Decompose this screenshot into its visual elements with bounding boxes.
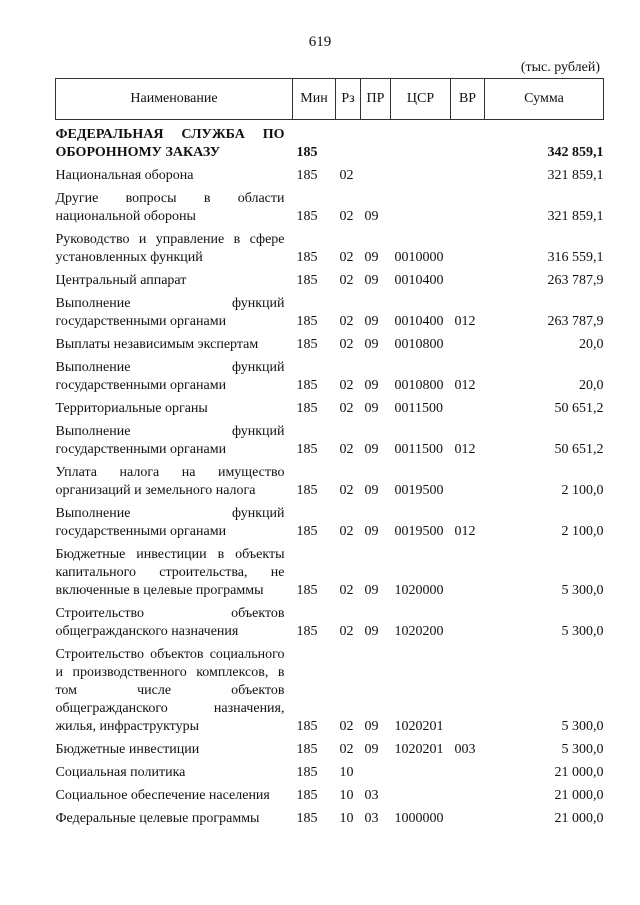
- cell-pr: 09: [364, 483, 379, 498]
- cell-name: Строительство объектов общегражданского назначения: [55, 606, 285, 639]
- cell-sum: 20,0: [579, 378, 604, 393]
- cell-csr: 0011500: [394, 442, 443, 457]
- cell-vr: [451, 164, 485, 187]
- header-pr: ПР: [361, 79, 391, 120]
- cell-min: 185: [296, 719, 318, 734]
- cell-name: Центральный аппарат: [55, 273, 187, 288]
- table-row: [56, 502, 604, 543]
- table-row: [56, 333, 604, 356]
- cell-rz: 02: [339, 314, 354, 329]
- cell-name: Социальная политика: [55, 765, 186, 780]
- cell-rz: 10: [339, 765, 354, 780]
- cell-pr: 09: [364, 583, 379, 598]
- cell-pr: 09: [364, 250, 379, 265]
- cell-min: 185: [296, 378, 318, 393]
- table-row: [56, 292, 604, 333]
- cell-vr: 012: [454, 524, 476, 539]
- cell-rz: 02: [339, 168, 354, 183]
- cell-name: Выплаты независимым экспертам: [55, 337, 259, 352]
- cell-min: 185: [296, 624, 318, 639]
- cell-vr: 003: [454, 742, 476, 757]
- cell-csr: [391, 784, 451, 807]
- cell-rz: 02: [339, 624, 354, 639]
- cell-csr: 1020201: [394, 719, 444, 734]
- cell-name: Руководство и управление в сфере установленных функций: [55, 232, 285, 265]
- cell-csr: 0010400: [394, 314, 444, 329]
- cell-name: Социальное обеспечение населения: [55, 788, 270, 803]
- cell-vr: [451, 761, 485, 784]
- cell-pr: 09: [364, 337, 379, 352]
- cell-csr: 0019500: [394, 483, 444, 498]
- cell-csr: 1000000: [394, 811, 444, 826]
- cell-pr: 09: [364, 624, 379, 639]
- cell-min: 185: [296, 337, 318, 352]
- cell-sum: 50 651,2: [554, 401, 604, 416]
- cell-min: 185: [296, 442, 318, 457]
- cell-min: 185: [296, 209, 318, 224]
- cell-pr: 09: [364, 401, 379, 416]
- cell-rz: 02: [339, 250, 354, 265]
- table-row: [56, 807, 604, 830]
- cell-sum: 20,0: [579, 337, 604, 352]
- table-header: [56, 79, 604, 120]
- cell-pr: 09: [364, 719, 379, 734]
- header-sum: Сумма: [485, 79, 604, 120]
- cell-vr: [451, 269, 485, 292]
- cell-name: Выполнение функций государственными органами: [55, 506, 285, 539]
- budget-table: [55, 78, 604, 830]
- cell-sum: 50 651,2: [554, 442, 604, 457]
- cell-name: Бюджетные инвестиции в объекты капитального строительства, не включенные в целевые программы: [55, 547, 285, 598]
- cell-min: 185: [296, 742, 318, 757]
- cell-vr: [451, 543, 485, 602]
- cell-csr: 0010800: [394, 337, 444, 352]
- cell-rz: 02: [339, 583, 354, 598]
- cell-rz: 02: [339, 337, 354, 352]
- table-row: [56, 120, 604, 165]
- table-body: [56, 120, 604, 831]
- cell-min: 185: [296, 401, 318, 416]
- cell-vr: [451, 187, 485, 228]
- cell-csr: 0010400: [394, 273, 444, 288]
- cell-name: Федеральные целевые программы: [55, 811, 260, 826]
- cell-name: Выполнение функций государственными органами: [55, 360, 285, 393]
- cell-name: Бюджетные инвестиции: [55, 742, 200, 757]
- table-row: [56, 543, 604, 602]
- cell-csr: [391, 761, 451, 784]
- cell-rz: 02: [339, 483, 354, 498]
- table-row: [56, 643, 604, 738]
- cell-name: Территориальные органы: [55, 401, 208, 416]
- cell-vr: [451, 333, 485, 356]
- page-number: 619: [308, 34, 332, 50]
- cell-csr: 0010000: [394, 250, 444, 265]
- units-label: (тыс. рублей): [520, 60, 600, 75]
- cell-sum: 21 000,0: [554, 811, 604, 826]
- cell-vr: [451, 643, 485, 738]
- cell-pr: [361, 761, 391, 784]
- cell-sum: 2 100,0: [561, 483, 604, 498]
- cell-sum: 21 000,0: [554, 765, 604, 780]
- cell-sum: 263 787,9: [547, 314, 604, 329]
- cell-name: Национальная оборона: [55, 168, 194, 183]
- cell-min: 185: [296, 583, 318, 598]
- table-row: [56, 784, 604, 807]
- cell-name: ФЕДЕРАЛЬНАЯ СЛУЖБА ПО ОБОРОННОМУ ЗАКАЗУ: [55, 127, 285, 160]
- cell-sum: 5 300,0: [561, 624, 604, 639]
- cell-pr: [361, 120, 391, 165]
- table-row: [56, 269, 604, 292]
- header-vr: ВР: [451, 79, 485, 120]
- cell-csr: 0011500: [394, 401, 443, 416]
- cell-min: 185: [296, 273, 318, 288]
- cell-sum: 321 859,1: [547, 168, 604, 183]
- cell-csr: [391, 120, 451, 165]
- cell-sum: 2 100,0: [561, 524, 604, 539]
- table-row: [56, 397, 604, 420]
- cell-sum: 342 859,1: [547, 145, 604, 160]
- cell-pr: 09: [364, 273, 379, 288]
- cell-sum: 321 859,1: [547, 209, 604, 224]
- cell-min: 185: [296, 145, 318, 160]
- cell-rz: 02: [339, 524, 354, 539]
- cell-sum: 263 787,9: [547, 273, 604, 288]
- cell-rz: [336, 120, 361, 165]
- table-row: [56, 738, 604, 761]
- cell-pr: 09: [364, 524, 379, 539]
- cell-vr: [451, 120, 485, 165]
- header-min: Мин: [293, 79, 336, 120]
- cell-pr: 09: [364, 442, 379, 457]
- cell-min: 185: [296, 314, 318, 329]
- cell-rz: 02: [339, 273, 354, 288]
- cell-pr: [361, 164, 391, 187]
- cell-name: Другие вопросы в области национальной обороны: [55, 191, 285, 224]
- cell-pr: 09: [364, 378, 379, 393]
- cell-pr: 09: [364, 742, 379, 757]
- cell-min: 185: [296, 765, 318, 780]
- cell-csr: 1020200: [394, 624, 444, 639]
- cell-name: Уплата налога на имущество организаций и земельного налога: [55, 465, 285, 498]
- cell-csr: [391, 164, 451, 187]
- cell-vr: [451, 397, 485, 420]
- cell-sum: 5 300,0: [561, 742, 604, 757]
- cell-min: 185: [296, 524, 318, 539]
- cell-vr: [451, 228, 485, 269]
- cell-name: Выполнение функций государственными органами: [55, 424, 285, 457]
- cell-rz: 02: [339, 442, 354, 457]
- cell-rz: 02: [339, 742, 354, 757]
- cell-rz: 02: [339, 209, 354, 224]
- table-row: [56, 602, 604, 643]
- cell-pr: 09: [364, 314, 379, 329]
- cell-rz: 02: [339, 378, 354, 393]
- table-row: [56, 228, 604, 269]
- cell-csr: 1020000: [394, 583, 444, 598]
- cell-sum: 316 559,1: [547, 250, 604, 265]
- cell-vr: [451, 807, 485, 830]
- cell-pr: 03: [364, 811, 379, 826]
- table-row: [56, 461, 604, 502]
- cell-csr: 1020201: [394, 742, 444, 757]
- cell-name: Строительство объектов социального и производственного комплексов, в том числе объектов общегражданского назначения, жилья, инфраструктуры: [55, 647, 285, 734]
- cell-rz: 10: [339, 811, 354, 826]
- table-row: [56, 187, 604, 228]
- cell-csr: 0019500: [394, 524, 444, 539]
- table-row: [56, 356, 604, 397]
- cell-csr: [391, 187, 451, 228]
- cell-csr: 0010800: [394, 378, 444, 393]
- cell-min: 185: [296, 811, 318, 826]
- cell-sum: 5 300,0: [561, 719, 604, 734]
- cell-vr: 012: [454, 442, 476, 457]
- cell-vr: [451, 461, 485, 502]
- cell-min: 185: [296, 250, 318, 265]
- cell-vr: [451, 784, 485, 807]
- cell-rz: 02: [339, 401, 354, 416]
- cell-rz: 02: [339, 719, 354, 734]
- cell-name: Выполнение функций государственными органами: [55, 296, 285, 329]
- cell-pr: 09: [364, 209, 379, 224]
- cell-sum: 21 000,0: [554, 788, 604, 803]
- header-name: Наименование: [56, 79, 293, 120]
- cell-min: 185: [296, 788, 318, 803]
- header-csr: ЦСР: [391, 79, 451, 120]
- header-rz: Рз: [336, 79, 361, 120]
- cell-vr: [451, 602, 485, 643]
- cell-min: 185: [296, 483, 318, 498]
- cell-min: 185: [296, 168, 318, 183]
- table-row: [56, 420, 604, 461]
- cell-vr: 012: [454, 314, 476, 329]
- cell-pr: 03: [364, 788, 379, 803]
- table-row: [56, 761, 604, 784]
- cell-vr: 012: [454, 378, 476, 393]
- cell-sum: 5 300,0: [561, 583, 604, 598]
- cell-rz: 10: [339, 788, 354, 803]
- table-row: [56, 164, 604, 187]
